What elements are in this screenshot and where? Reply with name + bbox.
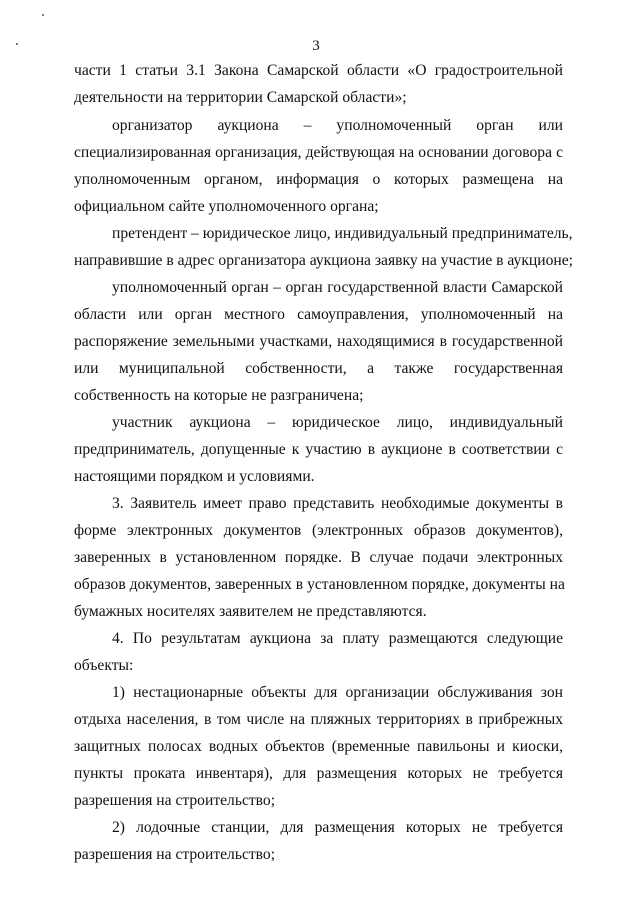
text-line: уполномоченным органом, информация о которых размещена на	[74, 171, 563, 188]
text-line: распоряжение земельными участками, находящимися в государственной	[74, 333, 563, 350]
text-line: заверенных в установленном порядке. В случае подачи электронных	[74, 549, 563, 566]
scan-speck	[42, 14, 44, 16]
text-line: объекты:	[74, 657, 134, 674]
text-line: собственность на которые не разграничена;	[74, 387, 364, 404]
text-line: защитных полосах водных объектов (временные павильоны и киоски,	[74, 738, 563, 755]
text-line: 4. По результатам аукциона за плату размещаются следующие	[112, 630, 563, 647]
text-line: предприниматель, допущенные к участию в аукционе в соответствии с	[74, 441, 563, 458]
text-line: форме электронных документов (электронных образов документов),	[74, 522, 563, 539]
text-line: образов документов, заверенных в установленном порядке, документы на	[74, 576, 565, 593]
text-line: или муниципальной собственности, а также государственная	[74, 360, 563, 377]
text-line: организатор аукциона – уполномоченный орган или	[112, 117, 563, 134]
page-number: 3	[312, 38, 320, 54]
text-line: области или орган местного самоуправления, уполномоченный на	[74, 306, 563, 323]
text-line: разрешения на строительство;	[74, 792, 276, 809]
text-line: участник аукциона – юридическое лицо, индивидуальный	[112, 414, 563, 431]
text-line: специализированная организация, действующая на основании договора с	[74, 144, 563, 161]
text-line: пункты проката инвентаря), для размещения которых не требуется	[74, 765, 563, 782]
text-line: 2) лодочные станции, для размещения которых не требуется	[112, 819, 563, 836]
text-line: направившие в адрес организатора аукциона заявку на участие в аукционе;	[74, 252, 574, 269]
text-line: официальном сайте уполномоченного органа;	[74, 198, 379, 215]
text-line: отдыха населения, в том числе на пляжных территориях в прибрежных	[74, 711, 563, 728]
text-line: разрешения на строительство;	[74, 846, 276, 863]
text-line: бумажных носителях заявителем не представляются.	[74, 603, 427, 620]
text-line: претендент – юридическое лицо, индивидуальный предприниматель,	[112, 225, 573, 242]
text-line: деятельности на территории Самарской области»;	[74, 89, 407, 106]
text-line: 3. Заявитель имеет право представить необходимые документы в	[112, 495, 563, 512]
text-line: 1) нестационарные объекты для организации обслуживания зон	[112, 684, 563, 701]
text-line: настоящими порядком и условиями.	[74, 468, 315, 485]
text-line: части 1 статьи 3.1 Закона Самарской области «О градостроительной	[74, 62, 563, 79]
text-line: уполномоченный орган – орган государственной власти Самарской	[112, 279, 563, 296]
